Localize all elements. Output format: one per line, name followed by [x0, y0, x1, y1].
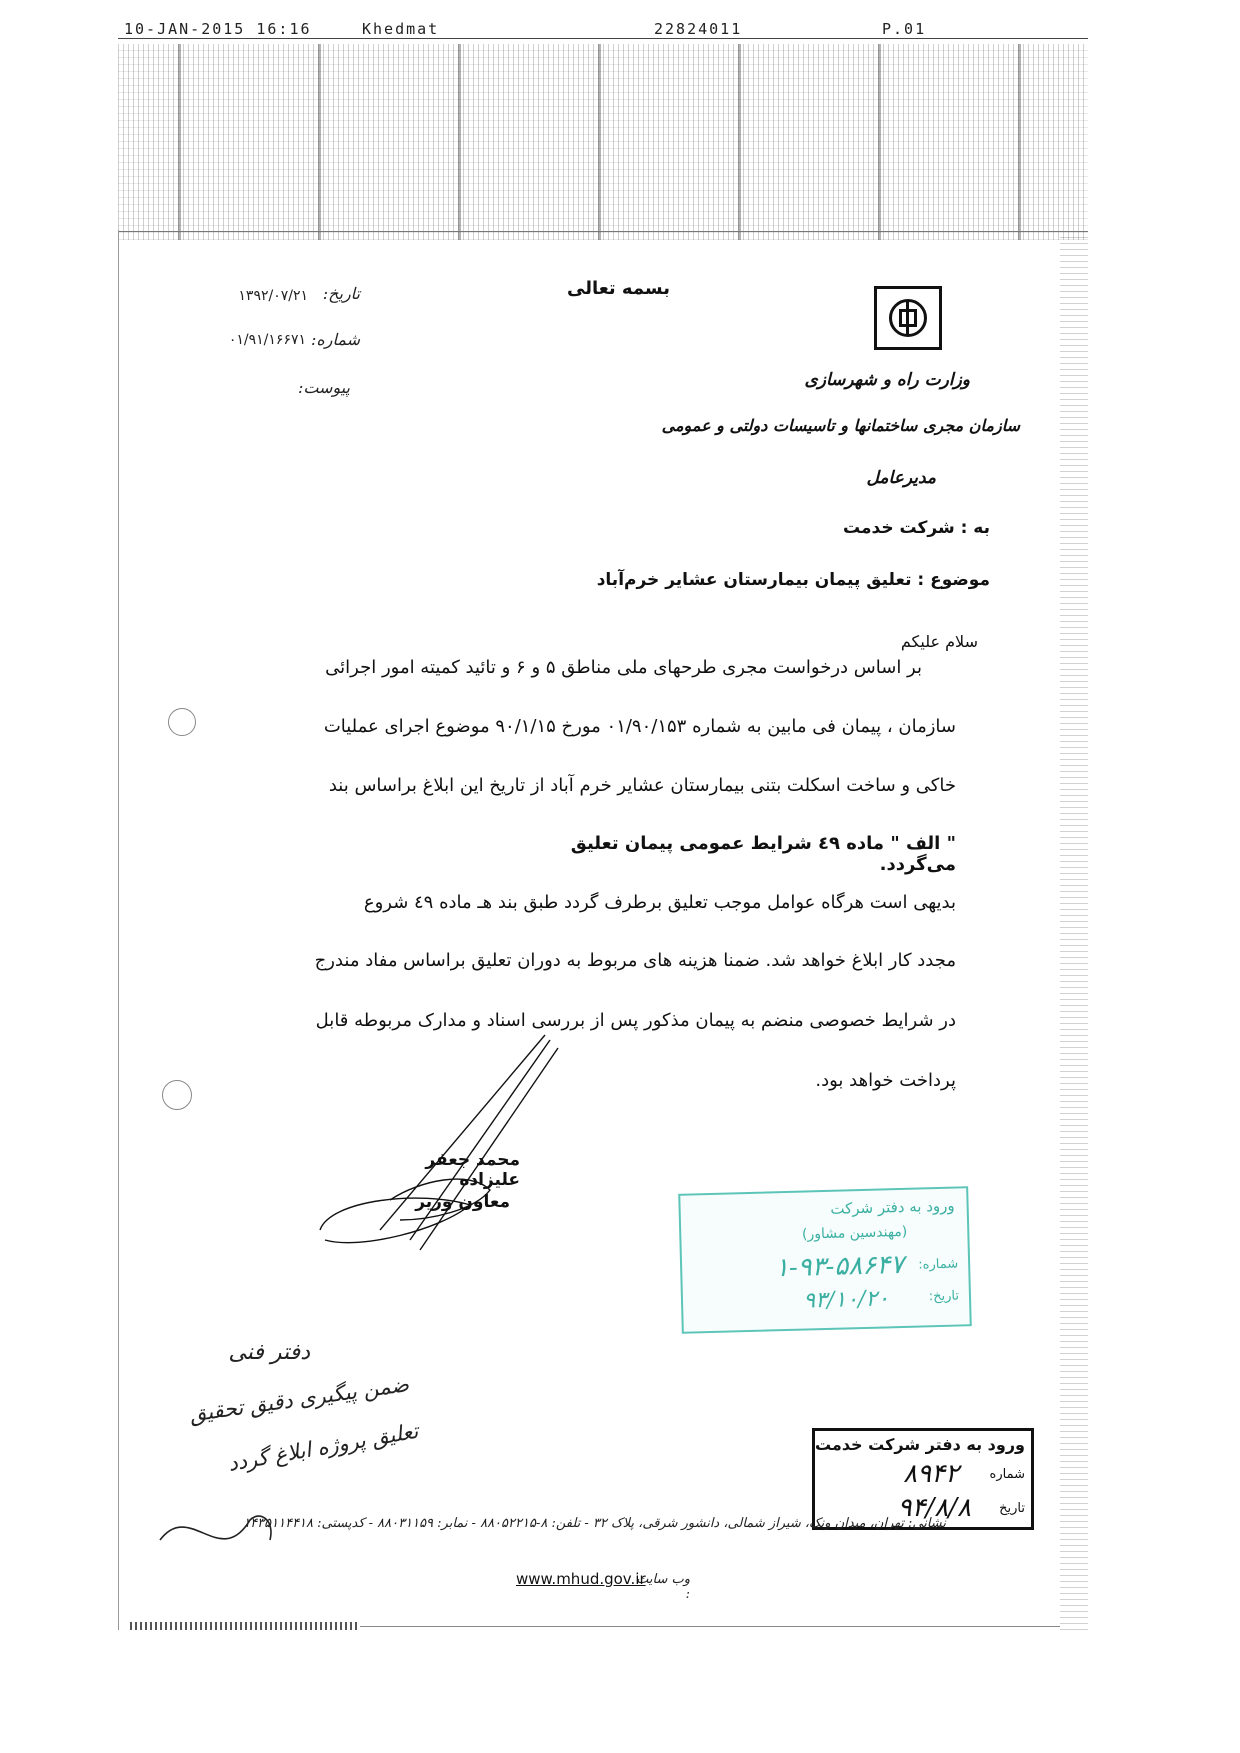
ministry-logo	[874, 286, 942, 350]
scan-edge-right	[1060, 230, 1088, 1630]
body-line-6: مجدد کار ابلاغ خواهد شد. ضمنا هزینه های مربوط به دوران تعلیق براساس مفاد مندرج	[314, 950, 956, 971]
signatory-name: محمد جعفر علیزاده	[425, 1150, 520, 1190]
body-line-2: سازمان ، پیمان فی مابین به شماره ۰۱/۹۰/۱۵۳ مورخ ۹۰/۱/۱۵ موضوع اجرای عملیات	[323, 716, 956, 737]
scan-edge-bottom	[130, 1622, 360, 1630]
page-top-edge	[118, 231, 1088, 232]
punch-mark	[162, 1080, 192, 1110]
company-stamp-date: ۹۴/۸/۸	[897, 1493, 971, 1523]
receipt-stamp	[678, 1186, 972, 1334]
office-title: مدیرعامل	[866, 468, 936, 488]
company-stamp-title: ورود به دفتر شرکت خدمت	[814, 1435, 1025, 1454]
number-value: ۰۱/۹۱/۱۶۶۷۱	[228, 332, 306, 348]
body-line-7: در شرایط خصوصی منضم به پیمان مذکور پس از بررسی اسناد و مدارک مربوطه قابل	[315, 1010, 956, 1031]
recipient: به : شرکت خدمت	[842, 518, 990, 538]
website-label: وب سایت :	[636, 1572, 690, 1602]
date-value: ۱۳۹۲/۰۷/۲۱	[238, 288, 308, 304]
company-stamp-date-label: تاریخ	[999, 1501, 1025, 1516]
website-url: www.mhud.gov.ir	[516, 1570, 646, 1588]
fax-page: P.01	[882, 20, 927, 38]
ministry-name: وزارت راه و شهرسازی	[804, 370, 970, 390]
greeting: سلام علیکم	[900, 632, 978, 651]
body-line-5: بدیهی است هرگاه عوامل موجب تعلیق برطرف گردد طبق بند هـ ماده ٤٩ شروع	[363, 892, 956, 913]
receipt-stamp-date-label: تاریخ:	[928, 1288, 960, 1305]
fax-datetime: 10-JAN-2015 16:16	[124, 20, 312, 38]
handwritten-note-2: ضمن پیگیری دقیق تحقیق	[187, 1372, 411, 1427]
header-rule	[118, 38, 1088, 39]
page-bottom-edge	[360, 1626, 1060, 1627]
receipt-stamp-number: ۱-۹۳-۵۸۶۴۷	[774, 1249, 905, 1284]
company-receipt-stamp	[812, 1428, 1034, 1530]
page-left-edge	[118, 230, 119, 1630]
attachment-label: پیوست:	[297, 378, 350, 397]
body-line-3: خاکی و ساخت اسکلت بتنی بیمارستان عشایر خرم آباد از تاریخ این ابلاغ براساس بند	[328, 775, 956, 796]
fax-number: 22824011	[654, 20, 743, 38]
subject: موضوع : تعلیق پیمان بیمارستان عشایر خرم‌آباد	[596, 570, 990, 590]
invocation: بسمه تعالی	[567, 278, 670, 299]
number-label: شماره:	[310, 330, 360, 349]
organization-name: سازمان مجری ساختمانها و تاسیسات دولتی و عمومی	[661, 416, 1020, 435]
receipt-stamp-number-label: شماره:	[918, 1256, 959, 1273]
handwritten-note-1: دفتر فنی	[228, 1340, 310, 1365]
punch-mark	[168, 708, 196, 736]
body-line-8: پرداخت خواهد بود.	[815, 1070, 956, 1091]
footer-address: نشانی: تهران، میدان ونک، شیراز شمالی، دانشور شرقی، پلاک ۳۲ - تلفن: ۸-۸۸۰۵۲۲۱۵ - نمابر: ۸۸۰۳۱۱۵۹ - کدپستی: ۱۴۳۵۱۱۴۴۱۸	[243, 1516, 946, 1531]
scan-noise	[118, 44, 1088, 240]
body-line-1: بر اساس درخواست مجری طرحهای ملی مناطق ۵ و ۶ و تائید کمیته امور اجرائی	[325, 657, 922, 678]
receipt-stamp-title: ورود به دفتر شرکت	[830, 1196, 955, 1218]
date-label: تاریخ:	[322, 284, 360, 303]
fax-sender: Khedmat	[362, 20, 440, 38]
company-stamp-number-label: شماره	[989, 1467, 1025, 1482]
body-line-4: " الف " ماده ٤٩ شرایط عمومی پیمان تعلیق می‌گردد.	[570, 833, 956, 875]
company-stamp-number: ۸۹۴۲	[903, 1459, 959, 1489]
handwritten-note-3: تعلیق پروژه ابلاغ گردد	[226, 1418, 421, 1476]
signatory-title: معاون وزیر	[415, 1192, 510, 1212]
fax-header	[0, 0, 1240, 40]
receipt-stamp-date: ۹۳/۱۰/۲۰	[803, 1286, 890, 1314]
receipt-stamp-subtitle: (مهندسین مشاور)	[801, 1223, 908, 1243]
